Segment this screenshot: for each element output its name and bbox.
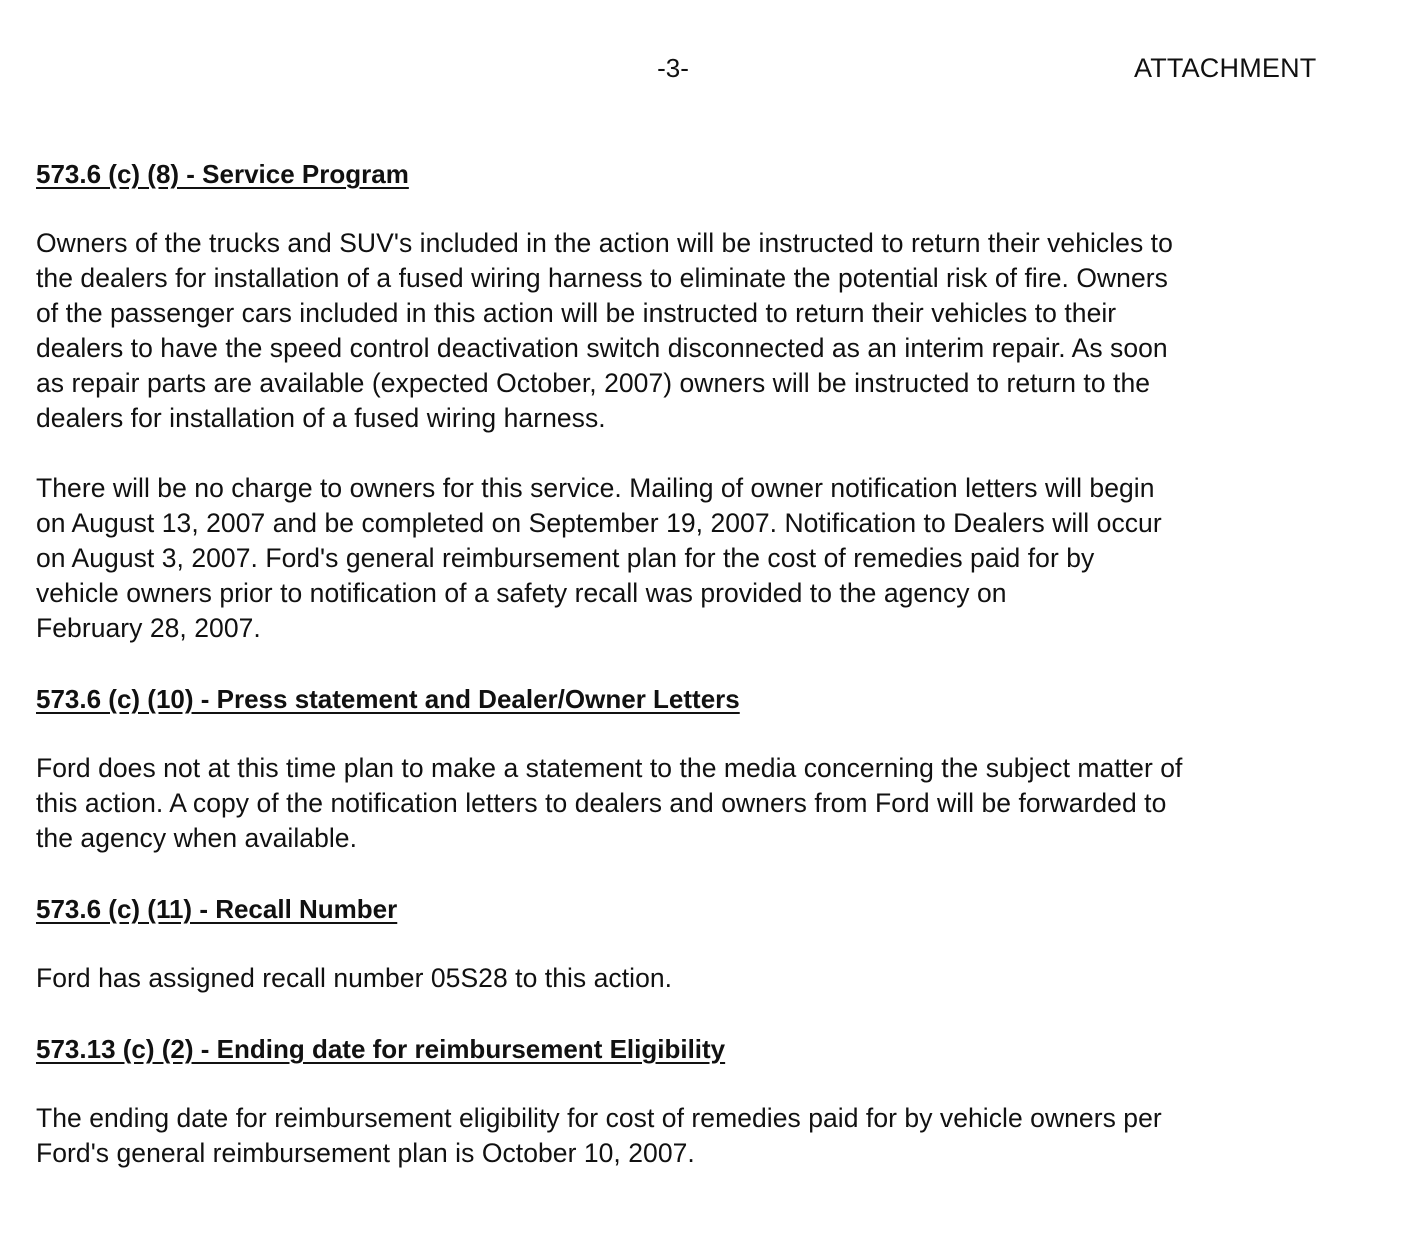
- text-line: Owners of the trucks and SUV's included in the action will be instructed to return their vehicles to: [36, 228, 1173, 258]
- text-line: Ford's general reimbursement plan is October 10, 2007.: [36, 1138, 695, 1168]
- paragraph-ending-date: [36, 1101, 1376, 1171]
- text-line: the dealers for installation of a fused wiring harness to eliminate the potential risk of fire. Owners: [36, 263, 1168, 293]
- text-line: February 28, 2007.: [36, 613, 261, 643]
- paragraph-press-statement: [36, 751, 1376, 856]
- text-line: The ending date for reimbursement eligibility for cost of remedies paid for by vehicle owners per: [36, 1103, 1162, 1133]
- page-number: -3-: [657, 53, 689, 83]
- text-line: dealers to have the speed control deactivation switch disconnected as an interim repair. As soon: [36, 333, 1168, 363]
- text-line: of the passenger cars included in this action will be instructed to return their vehicles to their: [36, 298, 1117, 328]
- text-line: Ford does not at this time plan to make a statement to the media concerning the subject matter of: [36, 753, 1183, 783]
- text-line: dealers for installation of a fused wiring harness.: [36, 403, 606, 433]
- text-line: as repair parts are available (expected October, 2007) owners will be instructed to return to the: [36, 368, 1151, 398]
- document-body: [36, 156, 1376, 1171]
- paragraph-recall-number: [36, 961, 1376, 996]
- text-line: There will be no charge to owners for this service. Mailing of owner notification letters will begin: [36, 473, 1155, 503]
- text-line: on August 3, 2007. Ford's general reimbursement plan for the cost of remedies paid for by: [36, 543, 1095, 573]
- text-line: vehicle owners prior to notification of a safety recall was provided to the agency on: [36, 578, 1007, 608]
- text-line: on August 13, 2007 and be completed on September 19, 2007. Notification to Dealers will occur: [36, 508, 1162, 538]
- paragraph-service-program-instructions: [36, 226, 1376, 436]
- heading-recall-number: 573.6 (c) (11) - Recall Number: [36, 894, 398, 924]
- attachment-label: ATTACHMENT: [1134, 53, 1317, 83]
- text-line: the agency when available.: [36, 823, 357, 853]
- text-line: this action. A copy of the notification letters to dealers and owners from Ford will be forwarded to: [36, 788, 1167, 818]
- text-line: Ford has assigned recall number 05S28 to this action.: [36, 963, 673, 993]
- paragraph-service-program-charges: [36, 471, 1376, 646]
- heading-press-statement: 573.6 (c) (10) - Press statement and Dealer/Owner Letters: [36, 684, 740, 714]
- heading-service-program: 573.6 (c) (8) - Service Program: [36, 159, 409, 189]
- heading-ending-date: 573.13 (c) (2) - Ending date for reimbursement Eligibility: [36, 1034, 726, 1064]
